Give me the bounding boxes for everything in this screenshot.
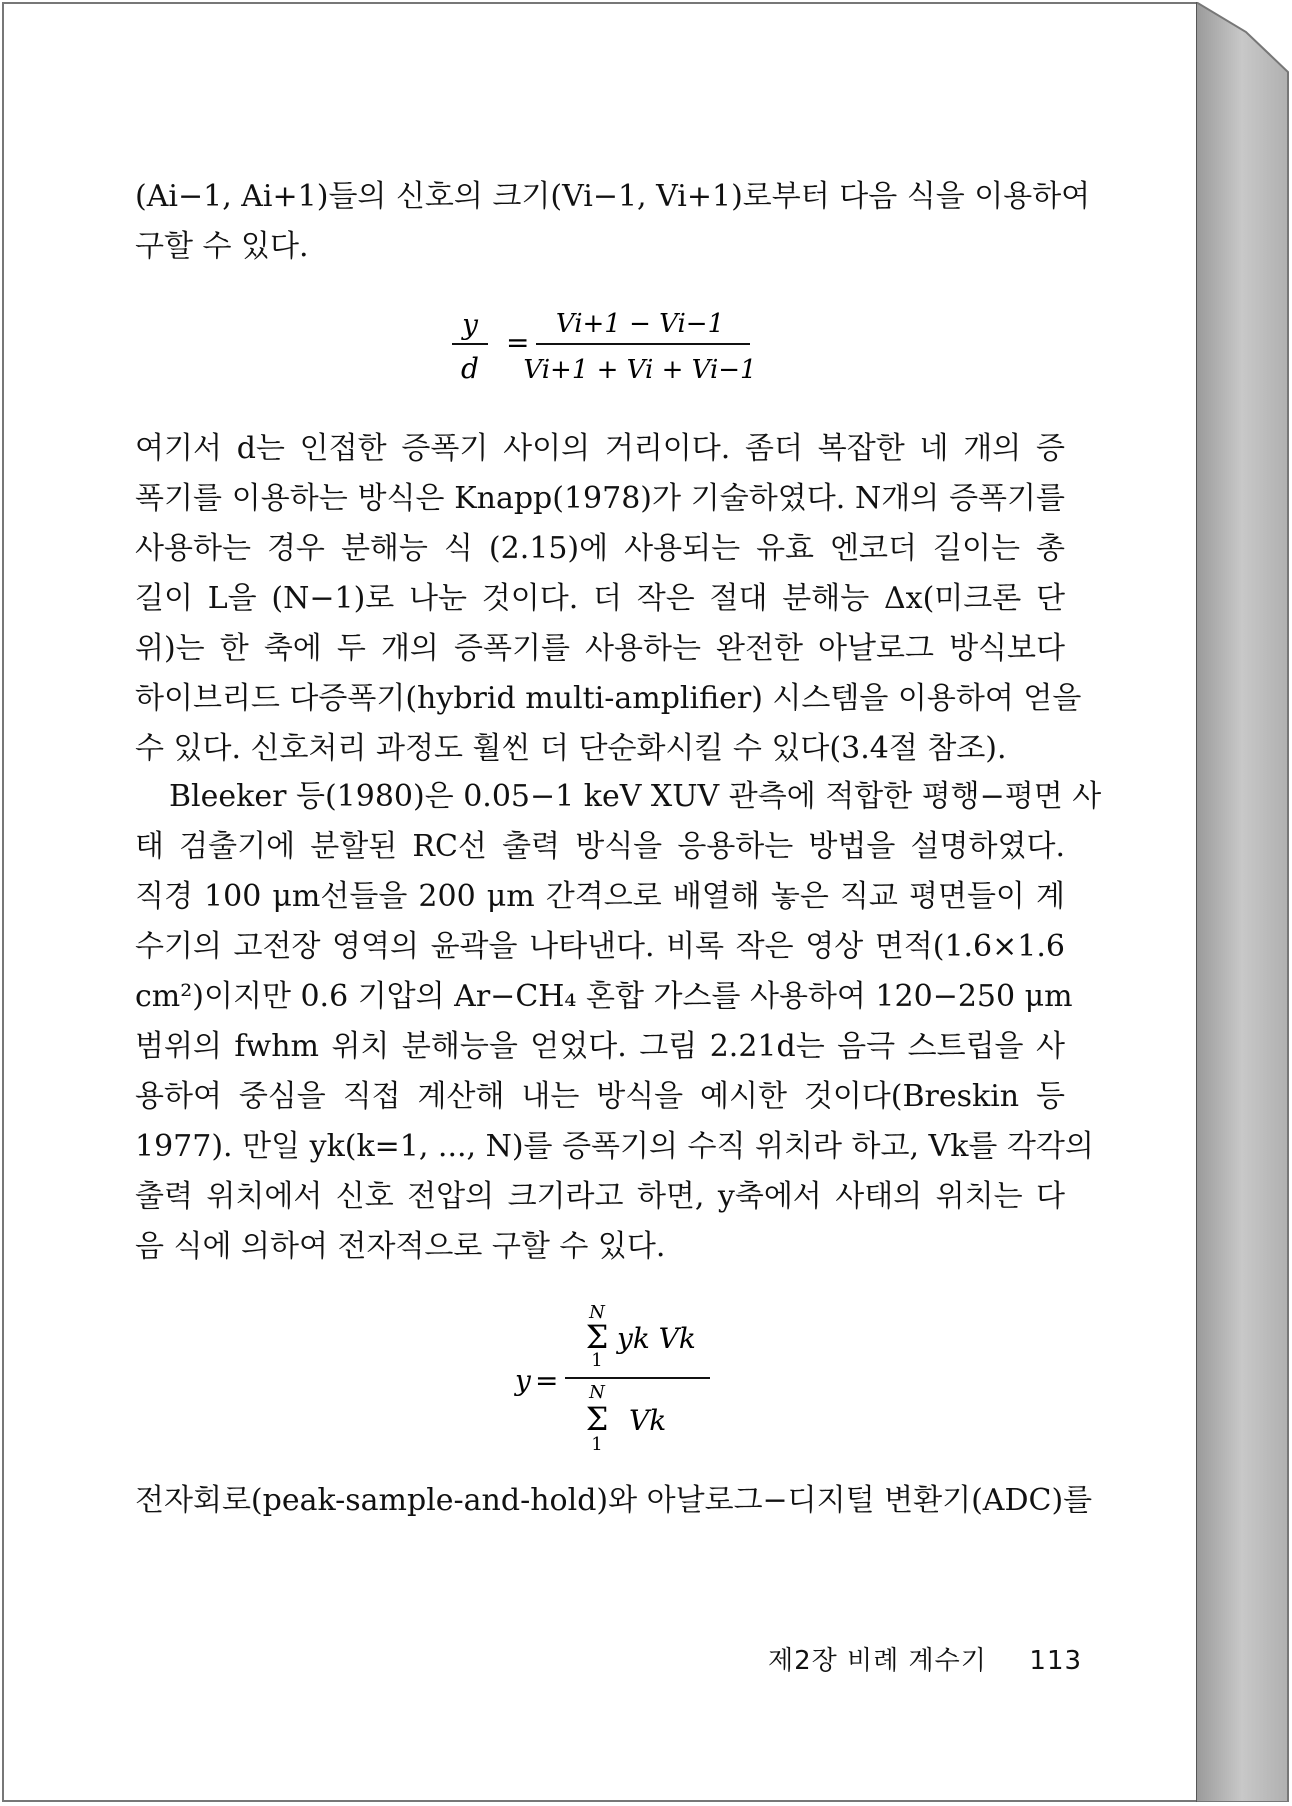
text-line: (Ai−1, Ai+1)들의 신호의 크기(Vi−1, Vi+1)로부터 다음 식을 이용하여: [135, 179, 1091, 214]
text-line: 위)는 한 축에 두 개의 증폭기를 사용하는 완전한 아날로그 방식보다: [135, 631, 1065, 666]
formula2-den-sum-lower: 1: [591, 1434, 603, 1455]
formula2-num-sigma: Σ: [585, 1318, 609, 1356]
formula2-lhs: y: [515, 1364, 531, 1397]
text-line: 범위의 fwhm 위치 분해능을 얻었다. 그림 2.21d는 음극 스트립을 사: [135, 1029, 1065, 1064]
text-line: 길이 L을 (N−1)로 나눈 것이다. 더 작은 절대 분해능 Δx(미크론 단: [135, 581, 1065, 616]
formula2-numerator-terms: yk Vk: [617, 1322, 696, 1355]
text-line: 수기의 고전장 영역의 윤곽을 나타낸다. 비록 작은 영상 면적(1.6×1.6: [135, 929, 1065, 964]
formula1-lhs-numerator: y: [462, 308, 478, 341]
text-line: 음 식에 의하여 전자적으로 구할 수 있다.: [135, 1229, 666, 1264]
text-line: cm²)이지만 0.6 기압의 Ar−CH₄ 혼합 가스를 사용하여 120−250 μm: [135, 979, 1073, 1014]
text-line: 출력 위치에서 신호 전압의 크기라고 하면, y축에서 사태의 위치는 다: [135, 1179, 1065, 1214]
chapter-title: 제2장 비례 계수기: [768, 1646, 987, 1676]
formula1-rhs-numerator: Vi+1 − Vi−1: [555, 309, 725, 339]
text-line: 태 검출기에 분할된 RC선 출력 방식을 응용하는 방법을 설명하였다.: [135, 829, 1065, 864]
text-line: 수 있다. 신호처리 과정도 훨씬 더 단순화시킬 수 있다(3.4절 참조).: [135, 731, 1007, 766]
formula-centroid: [505, 1300, 725, 1460]
page-edge-3d: [1196, 2, 1290, 1802]
text-line: 구할 수 있다.: [135, 229, 309, 264]
formula2-num-sum-upper: N: [589, 1302, 605, 1323]
formula1-rhs-denominator: Vi+1 + Vi + Vi−1: [523, 355, 757, 385]
formula1-equals: =: [506, 326, 530, 359]
paragraph-3: [135, 772, 1102, 1272]
text-line: 폭기를 이용하는 방식은 Knapp(1978)가 기술하였다. N개의 증폭기를: [135, 481, 1065, 516]
text-line: 여기서 d는 인접한 증폭기 사이의 거리이다. 좀더 복잡한 네 개의 증: [135, 431, 1065, 466]
formula2-num-sum-lower: 1: [591, 1350, 603, 1371]
paragraph-4: [135, 1476, 1093, 1526]
text-line: 1977). 만일 yk(k=1, ..., N)를 증폭기의 수직 위치라 하고, Vk를 각각의: [135, 1129, 1094, 1164]
page-number: 113: [1029, 1646, 1083, 1676]
text-line: 하이브리드 다증폭기(hybrid multi-amplifier) 시스템을 이용하여 얻을: [135, 681, 1082, 716]
text-line: 전자회로(peak-sample-and-hold)와 아날로그−디지털 변환기(ADC)를: [135, 1483, 1093, 1518]
formula2-den-sum-upper: N: [589, 1382, 605, 1403]
text-line: 용하여 중심을 직접 계산해 내는 방식을 예시한 것이다(Breskin 등: [135, 1079, 1065, 1114]
formula2-equals: =: [535, 1364, 559, 1397]
text-line: 직경 100 μm선들을 200 μm 간격으로 배열해 놓은 직교 평면들이 계: [135, 879, 1065, 914]
formula2-denominator-terms: Vk: [629, 1404, 667, 1437]
page-footer: [768, 1640, 1082, 1677]
paragraph-2: [135, 424, 1082, 774]
formula2-den-sigma: Σ: [585, 1400, 609, 1438]
text-line: 사용하는 경우 분해능 식 (2.15)에 사용되는 유효 엔코더 길이는 총: [135, 531, 1065, 566]
text-line: Bleeker 등(1980)은 0.05−1 keV XUV 관측에 적합한 평행−평면 사: [169, 779, 1102, 814]
formula-position-ratio: [440, 298, 760, 388]
formula1-lhs-denominator: d: [461, 352, 479, 385]
paragraph-1: [135, 172, 1091, 272]
